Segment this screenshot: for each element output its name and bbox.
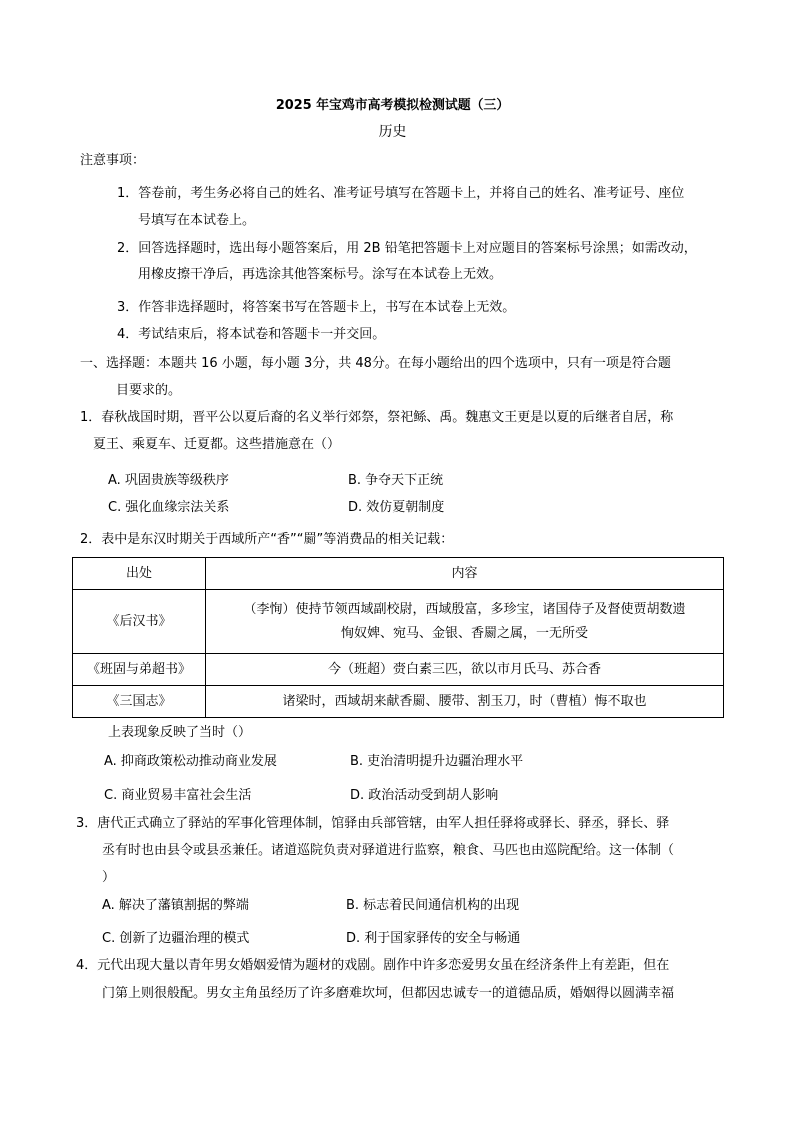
- question-2-prompt: 上表现象反映了当时（）: [108, 725, 252, 740]
- question-1-option-a: A. 巩固贵族等级秩序: [108, 473, 229, 488]
- notice-item-1-cont: 号填写在本试卷上。: [138, 213, 256, 228]
- question-1-option-b: B. 争夺天下正统: [348, 473, 444, 488]
- question-4-stem-cont: 门第上则很般配。男女主角虽经历了许多磨难坎坷，但都因忠诚专一的道德品质，婚姻得以圆满幸福: [102, 986, 675, 1001]
- question-2-option-b: B. 吏治清明提升边疆治理水平: [350, 754, 524, 769]
- notice-item-1: 1．答卷前，考生务必将自己的姓名、准考证号填写在答题卡上，并将自己的姓名、准考证号、座位: [117, 186, 685, 201]
- question-4-stem: 4．元代出现大量以青年男女婚姻爱情为题材的戏剧。剧作中许多恋爱男女虽在经济条件上有差距，但在: [76, 958, 670, 973]
- subject-title: 历史: [378, 124, 407, 140]
- table-header-source: 出处: [73, 558, 206, 590]
- question-1-option-d: D. 效仿夏朝制度: [348, 500, 445, 515]
- question-3-option-a: A. 解决了藩镇割据的弊端: [102, 898, 249, 913]
- section-heading-cont: 目要求的。: [116, 383, 182, 398]
- notice-item-4: 4．考试结束后，将本试卷和答题卡一并交回。: [117, 327, 386, 342]
- question-3-stem-cont: 丞有时也由县令或县丞兼任。诸道巡院负责对驿道进行监察，粮食、马匹也由巡院配给。这一体制（: [102, 843, 675, 858]
- notice-heading: 注意事项：: [80, 153, 146, 168]
- table-cell-source: 《班固与弟超书》: [73, 654, 206, 686]
- table-header-content: 内容: [206, 558, 724, 590]
- question-3-option-d: D. 利于国家驿传的安全与畅通: [346, 931, 521, 946]
- question-1-stem-cont: 夏王、乘夏车、迁夏都。这些措施意在（）: [93, 437, 341, 452]
- table-cell-line: （李恂）使持节领西域副校尉，西域殷富，多珍宝，诸国侍子及督使贾胡数遗: [243, 601, 686, 617]
- table-row: [73, 654, 724, 686]
- question-3-option-b: B. 标志着民间通信机构的出现: [346, 898, 520, 913]
- table-cell-line: 恂奴婢、宛马、金银、香罽之属，一无所受: [340, 625, 588, 641]
- table-cell-content: [206, 590, 724, 654]
- table-cell-content: 诸梁时，西域胡来献香罽、腰带、割玉刀，时（曹植）悔不取也: [206, 686, 724, 718]
- question-2-option-a: A. 抑商政策松动推动商业发展: [104, 754, 277, 769]
- question-1-stem: 1．春秋战国时期，晋平公以夏后裔的名义举行郊祭，祭祀鲧、禹。魏惠文王更是以夏的后继者自居，称: [80, 410, 674, 425]
- question-2-option-d: D. 政治活动受到胡人影响: [350, 788, 499, 803]
- table-row: [73, 590, 724, 654]
- question-2-option-c: C. 商业贸易丰富社会生活: [104, 788, 252, 803]
- question-2-stem: 2．表中是东汉时期关于西域所产“香”“罽”等消费品的相关记载：: [80, 532, 454, 547]
- notice-item-2-cont: 用橡皮擦干净后，再选涂其他答案标号。涂写在本试卷上无效。: [138, 267, 503, 282]
- table-cell-source: 《后汉书》: [73, 590, 206, 654]
- notice-item-2: 2．回答选择题时，选出每小题答案后，用 2B 铅笔把答题卡上对应题目的答案标号涂黑；如需改动，: [117, 241, 697, 256]
- question-3-stem-end: ）: [102, 870, 116, 885]
- question-1-option-c: C. 强化血缘宗法关系: [108, 500, 230, 515]
- notice-item-3: 3．作答非选择题时，将答案书写在答题卡上，书写在本试卷上无效。: [117, 300, 516, 315]
- question-3-option-c: C. 创新了边疆治理的模式: [102, 931, 250, 946]
- table-row: [73, 686, 724, 718]
- section-heading: 一、选择题：本题共 16 小题，每小题 3分，共 48分。在每小题给出的四个选项中，只有一项是符合题: [80, 356, 671, 371]
- exam-title: 2025 年宝鸡市高考模拟检测试题（三）: [275, 98, 510, 113]
- table-cell-source: 《三国志》: [73, 686, 206, 718]
- source-table: [72, 557, 724, 718]
- question-3-stem: 3．唐代正式确立了驿站的军事化管理体制，馆驿由兵部管辖，由军人担任驿将或驿长、驿丞，驿长、驿: [76, 816, 670, 831]
- table-header-row: [73, 558, 724, 590]
- table-cell-content: 今（班超）赍白素三匹，欲以市月氏马、苏合香: [206, 654, 724, 686]
